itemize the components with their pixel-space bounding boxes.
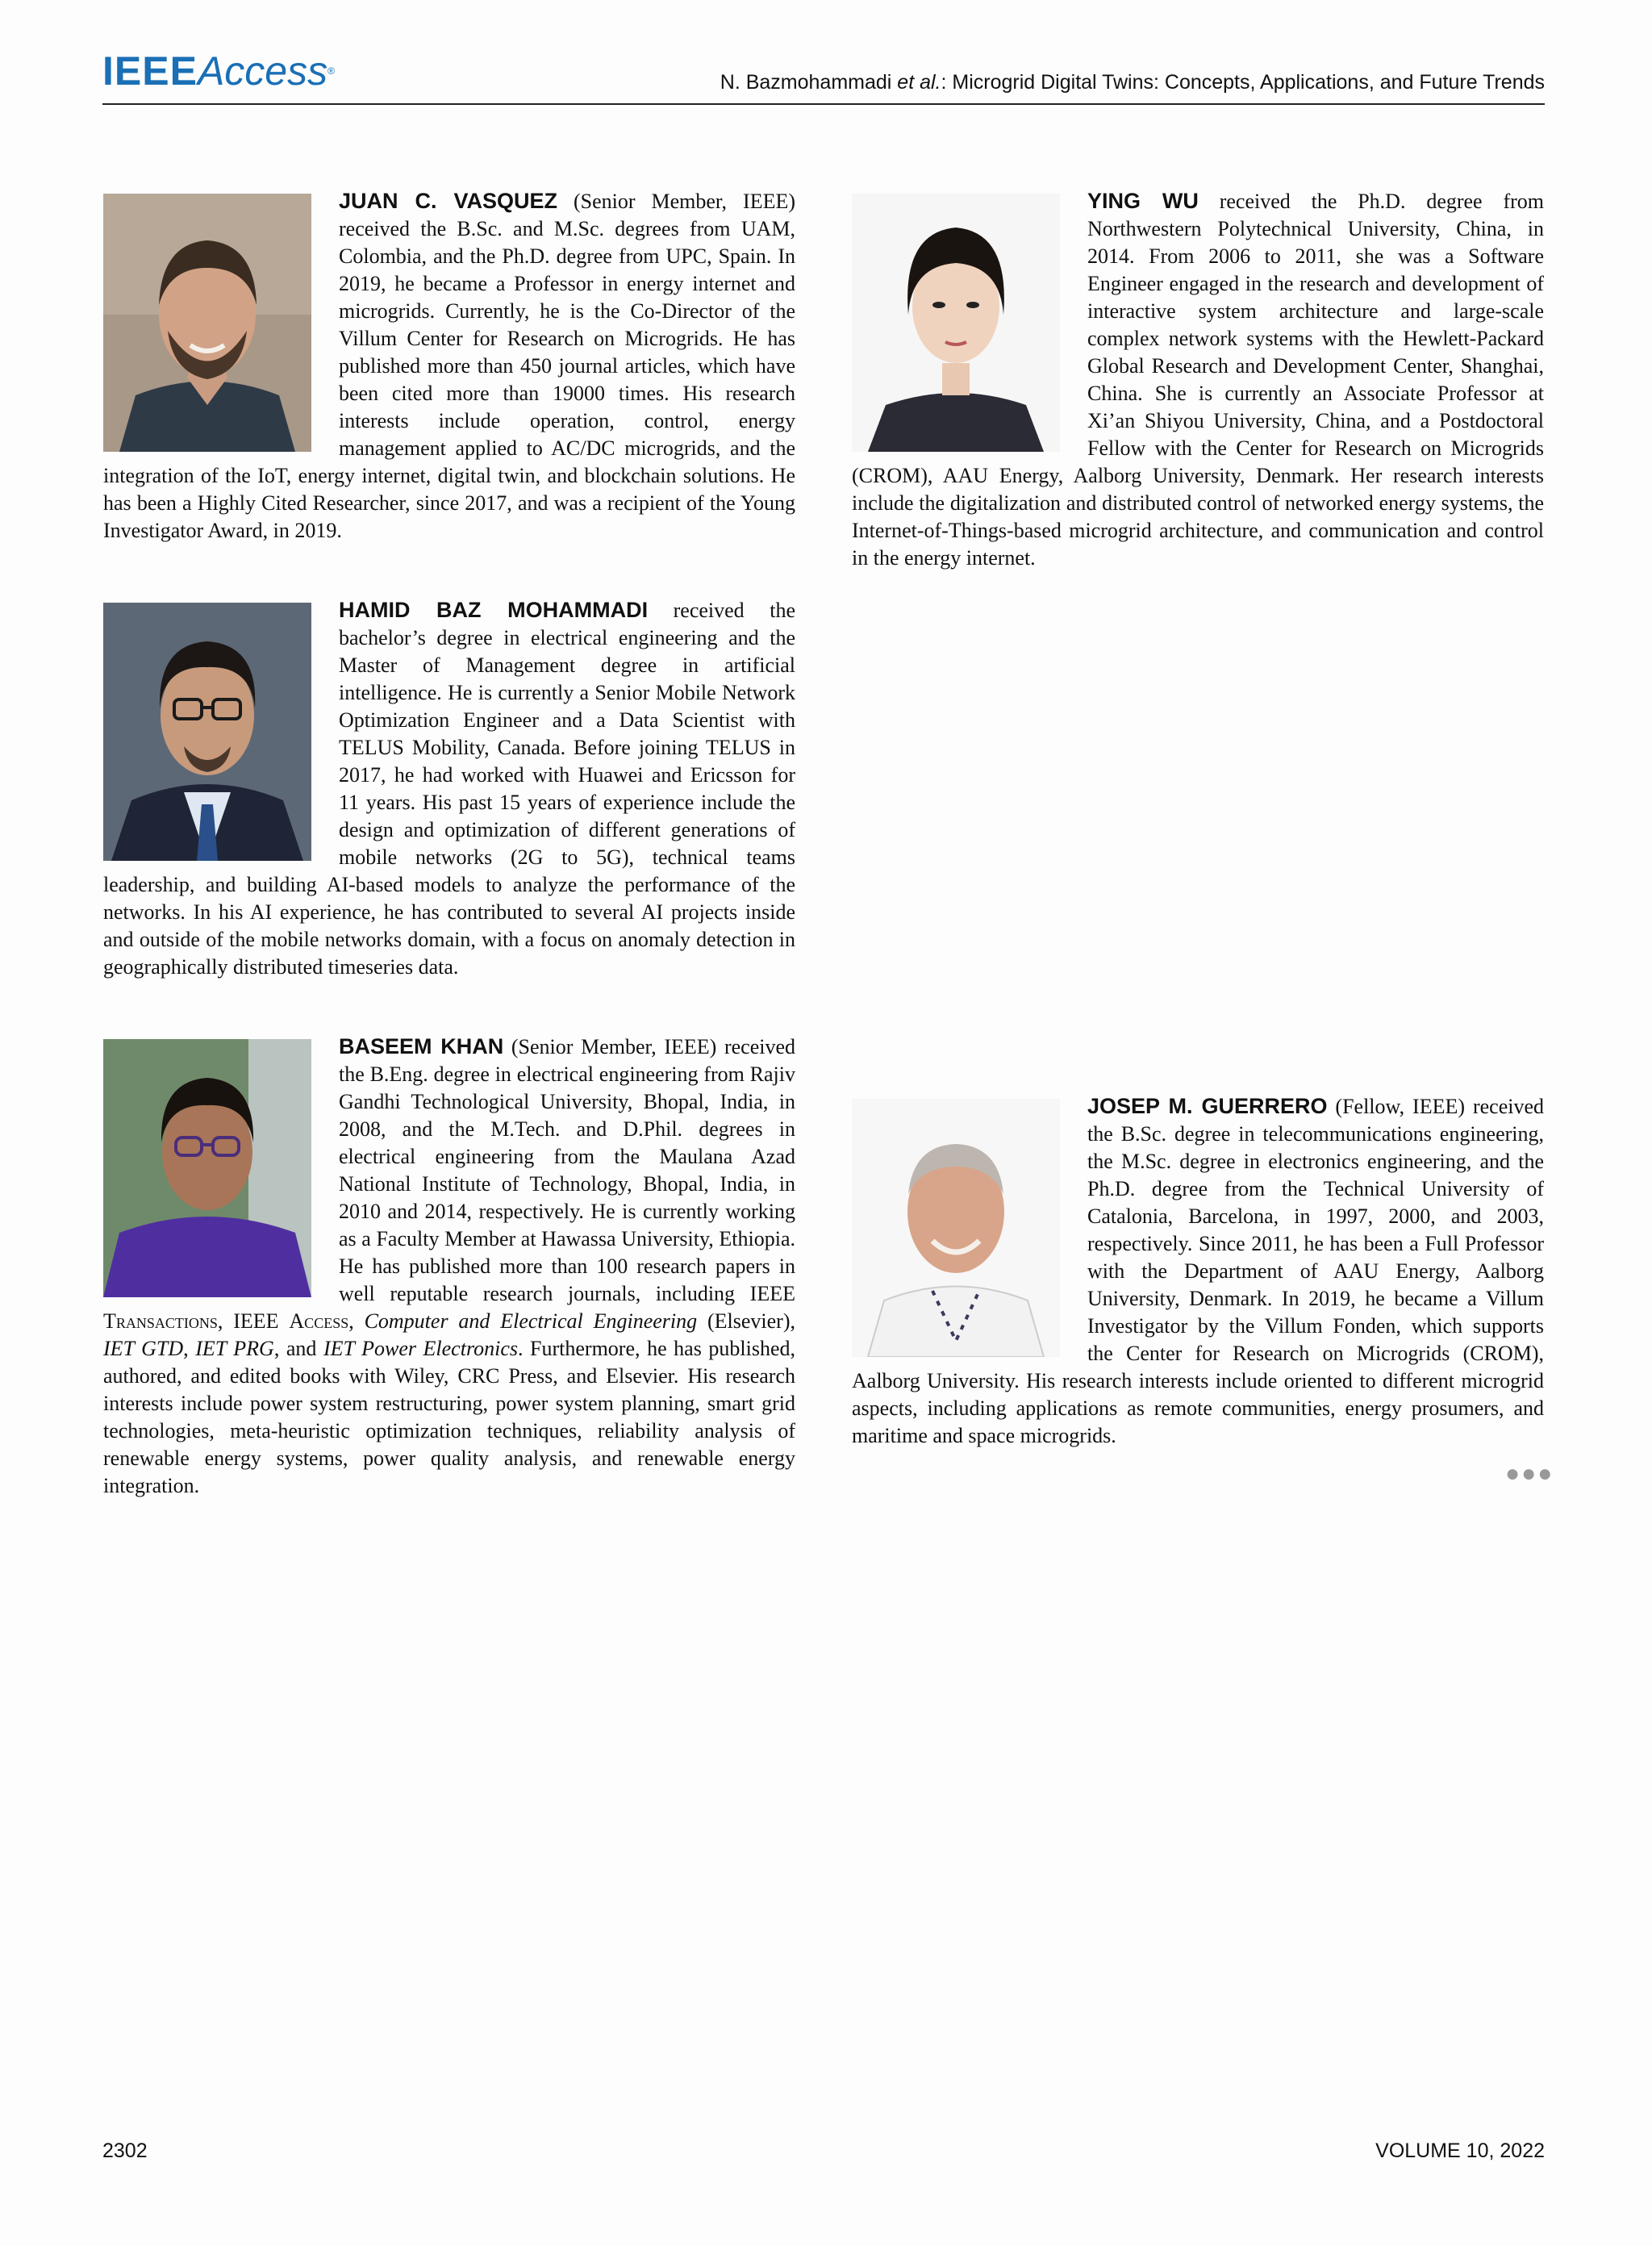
- author-name-wu: YING WU: [1087, 189, 1199, 213]
- bio-vasquez: [103, 187, 795, 545]
- bio-guerrero: [852, 1092, 1544, 1450]
- bio-text-khan-4: (Elsevier),: [697, 1309, 795, 1333]
- bio-text-guerrero: (Fellow, IEEE) received the B.Sc. degree in telecommunications engineering, the M.Sc. degree in electronics engineering, and the Ph.D. degree from the Technical University of Catalonia, Barcelona, in 1997, 2000, and 2003, respectively. Since 2011, he has been a Full Professor with the Department of AAU Energy, Aalborg University, Denmark. In 2019, he became a Villum Investigator by the Villum Fonden, which supports the Center for Research on Microgrids (CROM), Aalborg University. His research interests include oriented to different microgrid aspects, including applications as remote communities, energy prosumers, and maritime and space microgrids.: [852, 1095, 1544, 1447]
- author-photo-mohammadi: [103, 603, 311, 861]
- running-head: [720, 66, 1545, 98]
- bio-text-vasquez: (Senior Member, IEEE) received the B.Sc. and M.Sc. degrees from UAM, Colombia, and the Ph.D. degree from UPC, Spain. In 2019, he became a Professor in energy internet and microgrids. Currently, he is the Co-Director of the Villum Center for Research on Microgrids. He has published more than 450 journal articles, which have been cited more than 19000 times. His research interests include operation, control, energy management applied to AC/DC microgrids, and the integration of the IoT, energy internet, digital twin, and blockchain solutions. He has been a Highly Cited Researcher, since 2017, and was a recipient of the Young Investigator Award, in 2019.: [103, 190, 795, 542]
- bio-text-mohammadi: received the bachelor’s degree in electrical engineering and the Master of Management degree in artificial intelligence. He is currently a Senior Mobile Network Optimization Engineer and a Data Scientist with TELUS Mobility, Canada. Before joining TELUS in 2017, he had worked with Huawei and Ericsson for 11 years. His past 15 years of experience include the design and optimization of different generations of mobile networks (2G to 5G), technical teams leadership, and building AI-based models to analyze the performance of the networks. In his AI experience, he has contributed to several AI projects inside and outside of the mobile networks domain, with a focus on anomaly detection in geographically distributed timeseries data.: [103, 599, 796, 979]
- journal-ieee-access: Access: [289, 1309, 349, 1333]
- author-photo-vasquez: [103, 194, 311, 452]
- journal-iet-gtd: IET GTD: [103, 1337, 184, 1360]
- author-name-guerrero: JOSEP M. GUERRERO: [1087, 1094, 1328, 1118]
- bio-text-khan-7: . Furthermore, he has published, authored, and edited books with Wiley, CRC Press, and Elsevier. His research interests include power system restructuring, power system planning, smart grid technologies, meta-heuristic optimization techniques, reliability analysis of renewable energy systems, power quality analysis, and renewable energy integration.: [103, 1337, 796, 1497]
- author-name-khan: BASEEM KHAN: [339, 1034, 504, 1058]
- logo-access-text: Access: [197, 48, 328, 94]
- author-photo-khan: [103, 1039, 311, 1297]
- volume-info: VOLUME 10, 2022: [1375, 2140, 1545, 2162]
- header-rule: [102, 103, 1545, 105]
- bio-khan: [103, 1033, 795, 1500]
- bio-text-khan-2: , IEEE: [217, 1309, 290, 1333]
- journal-computer-electrical-engineering: Computer and Electrical Engineering: [364, 1309, 698, 1333]
- author-name-vasquez: JUAN C. VASQUEZ: [339, 189, 557, 213]
- journal-iet-prg: IET PRG: [195, 1337, 274, 1360]
- journal-ieee-transactions: Transactions: [103, 1309, 218, 1333]
- bio-text-khan-5: ,: [183, 1337, 196, 1360]
- bio-wu: [852, 187, 1544, 572]
- author-photo-guerrero: [852, 1099, 1060, 1357]
- running-head-authors: N. Bazmohammadi: [720, 71, 892, 94]
- bio-text-khan-6: , and: [273, 1337, 323, 1360]
- running-head-title: : Microgrid Digital Twins: Concepts, Applications, and Future Trends: [941, 71, 1545, 94]
- end-of-article-mark: ●●●: [1505, 1460, 1554, 1487]
- ieee-access-logo: [102, 47, 335, 95]
- running-head-etal: et al.: [897, 71, 941, 94]
- page-number: 2302: [102, 2140, 148, 2162]
- author-photo-wu: [852, 194, 1060, 452]
- bio-text-khan-1: (Senior Member, IEEE) received the B.Eng. degree in electrical engineering from Rajiv Gandhi Technological University, Bhopal, India, in 2008, and the M.Tech. and D.Phil. degrees in electrical engineering from the Maulana Azad National Institute of Technology, Bhopal, India, in 2010 and 2014, respectively. He is currently working as a Faculty Member at Hawassa University, Ethiopia. He has published more than 100 research papers in well reputable research journals, including IEEE: [339, 1035, 795, 1305]
- bio-text-wu: received the Ph.D. degree from Northwestern Polytechnical University, China, in 2014. From 2006 to 2011, she was a Software Engineer engaged in the research and development of interactive system architecture and large-scale complex network systems with the Hewlett-Packard Global Research and Development Center, Shanghai, China. She is currently an Associate Professor at Xi’an Shiyou University, China, and a Postdoctoral Fellow with the Center for Research on Microgrids (CROM), AAU Energy, Aalborg University, Denmark. Her research interests include the digitalization and distributed control of networked energy systems, the Internet-of-Things-based microgrid architecture, and communication and control in the energy internet.: [852, 190, 1544, 570]
- right-column: [852, 187, 1544, 1447]
- author-name-mohammadi: HAMID BAZ MOHAMMADI: [339, 598, 649, 622]
- logo-ieee-text: IEEE: [102, 48, 198, 94]
- journal-iet-power-electronics: IET Power Electronics: [323, 1337, 518, 1360]
- bio-mohammadi: [103, 596, 795, 981]
- bio-text-khan-3: ,: [348, 1309, 365, 1333]
- logo-trademark: ®: [327, 65, 335, 77]
- left-column: [103, 187, 795, 1500]
